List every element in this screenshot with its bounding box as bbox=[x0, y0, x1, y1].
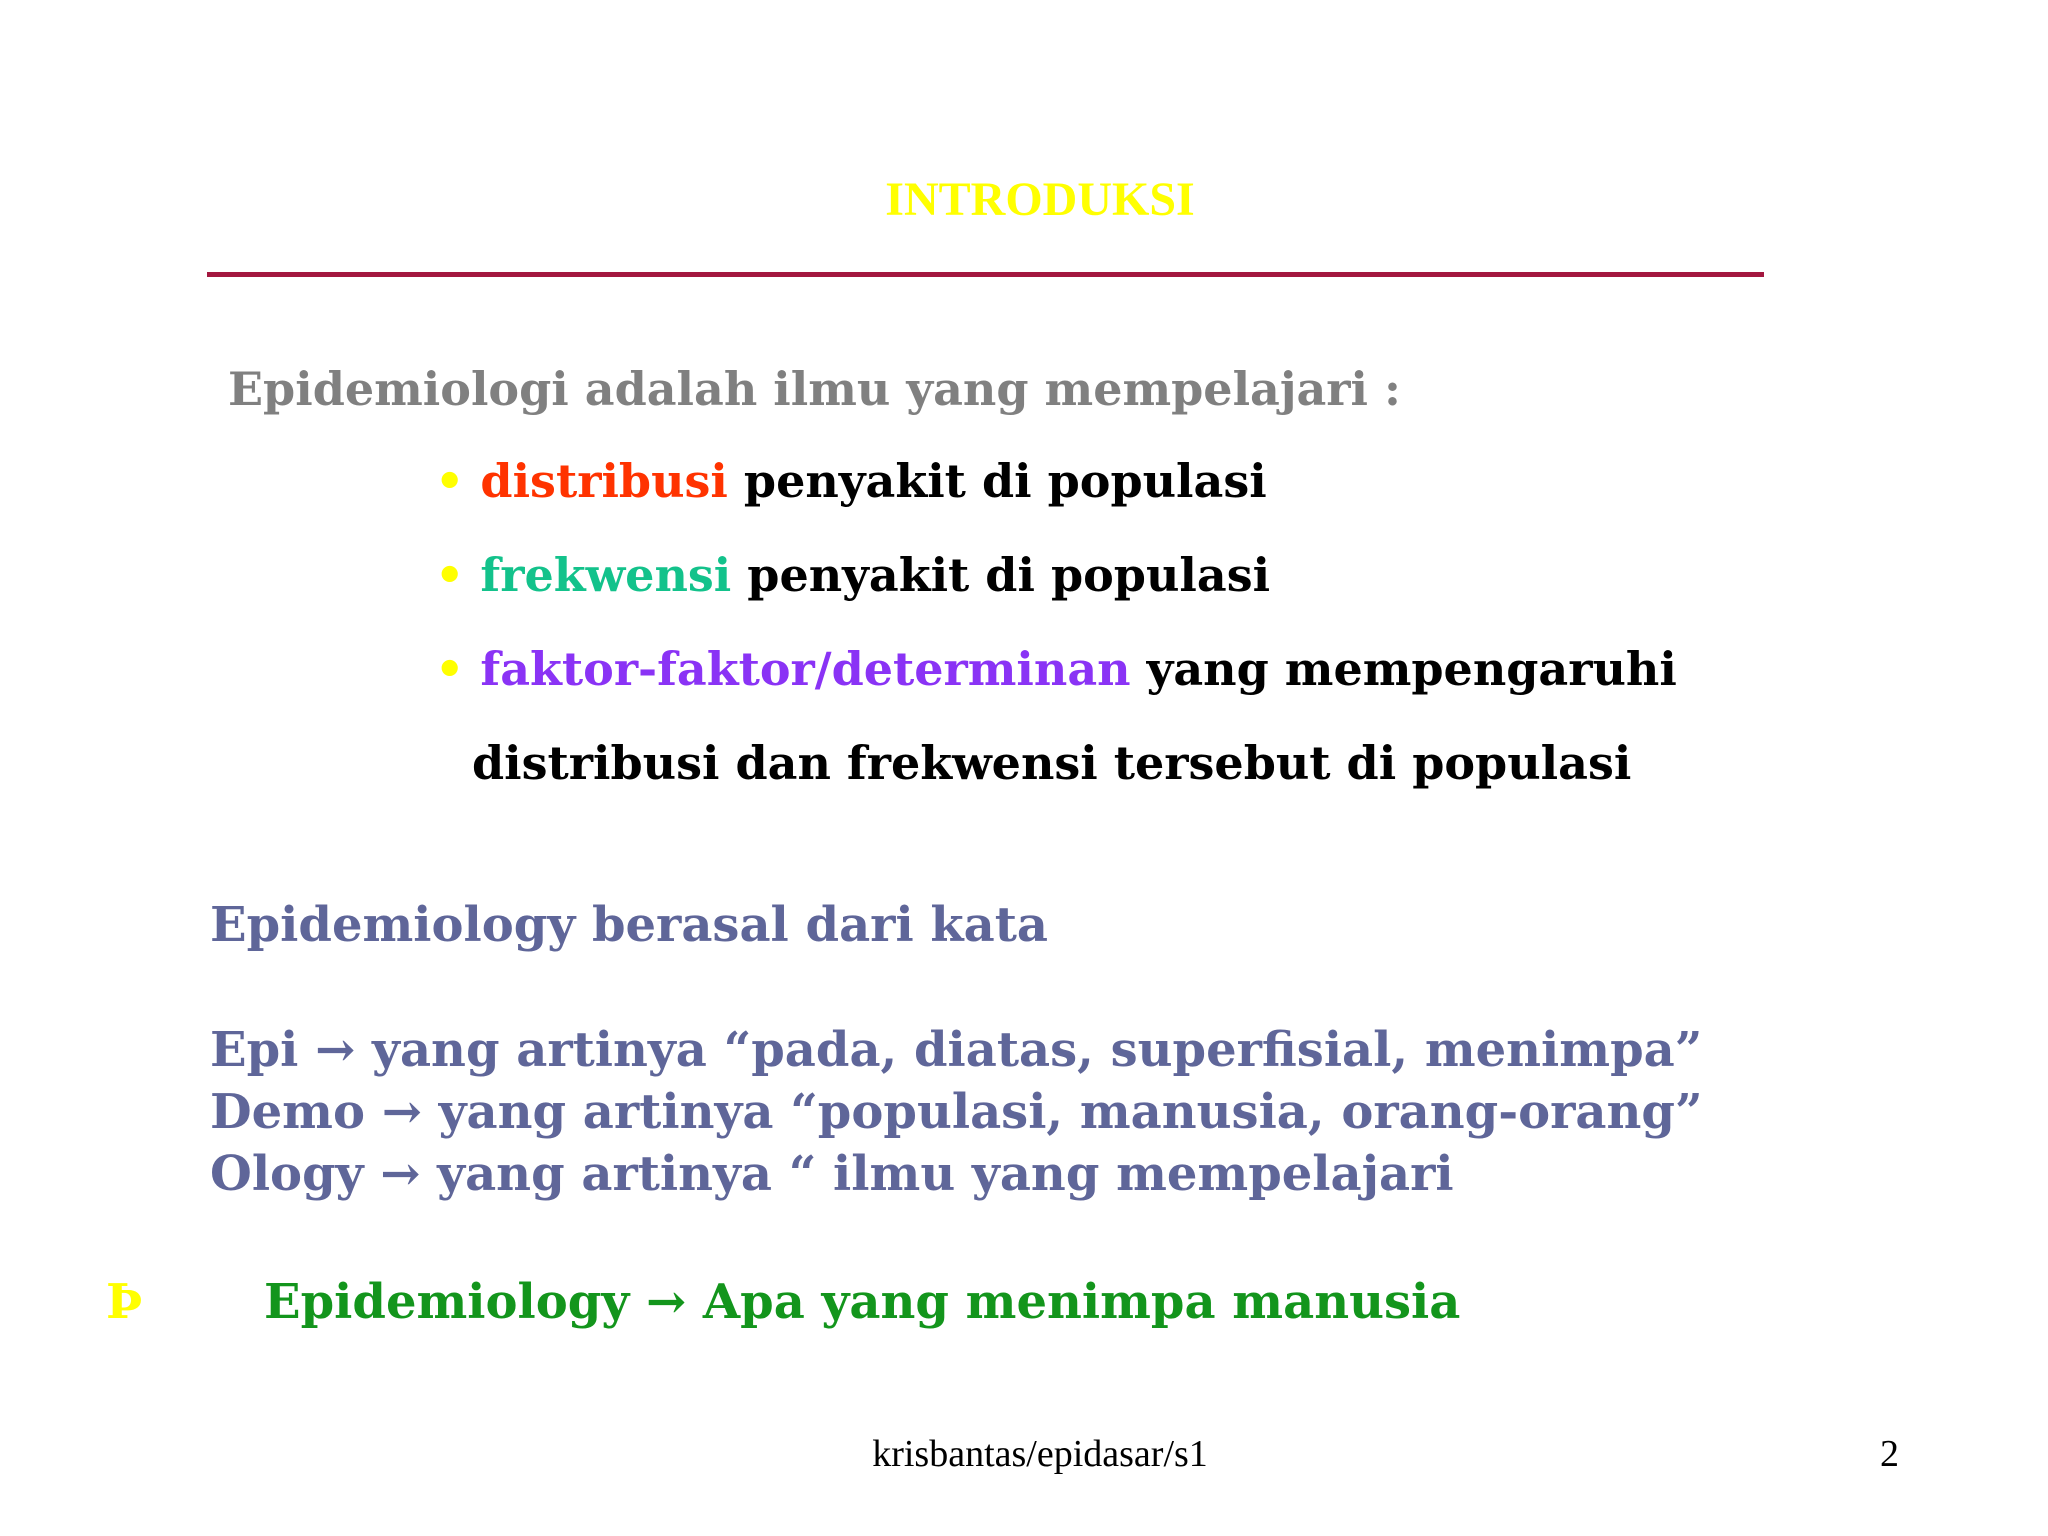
etymology-word: Epi bbox=[210, 1022, 299, 1078]
bullet-continuation: distribusi dan frekwensi tersebut di populasi bbox=[472, 736, 1632, 790]
etymology-line-epi bbox=[210, 1022, 1702, 1078]
arrow-icon: → bbox=[380, 1146, 421, 1202]
etymology-meaning: yang artinya “ ilmu yang mempelajari bbox=[437, 1146, 1454, 1202]
bullet-dot: • bbox=[435, 642, 465, 696]
bullet-dot: • bbox=[435, 548, 465, 602]
etymology-line-demo bbox=[210, 1084, 1703, 1140]
origin-heading: Epidemiology berasal dari kata bbox=[210, 897, 1049, 953]
arrow-icon: → bbox=[315, 1022, 356, 1078]
bullet-rest: yang mempengaruhi bbox=[1146, 642, 1677, 696]
bullet-item-distribusi bbox=[435, 454, 1267, 508]
arrow-icon: → bbox=[645, 1274, 687, 1330]
bullet-item-frekwensi bbox=[435, 548, 1270, 602]
intro-text: Epidemiologi adalah ilmu yang mempelajari : bbox=[228, 362, 1401, 416]
etymology-line-ology bbox=[210, 1146, 1454, 1202]
slide-title: INTRODUKSI bbox=[885, 173, 1195, 226]
title-divider bbox=[207, 272, 1764, 277]
bullet-term: distribusi bbox=[480, 454, 728, 508]
conclusion-marker: Þ bbox=[106, 1274, 143, 1330]
footer-text: krisbantas/epidasar/s1 bbox=[872, 1433, 1208, 1475]
etymology-meaning: yang artinya “populasi, manusia, orang-orang” bbox=[438, 1084, 1703, 1140]
etymology-meaning: yang artinya “pada, diatas, superfisial, menimpa” bbox=[372, 1022, 1703, 1078]
bullet-rest: penyakit di populasi bbox=[743, 454, 1267, 508]
bullet-term: faktor-faktor/determinan bbox=[480, 642, 1131, 696]
arrow-icon: → bbox=[381, 1084, 422, 1140]
bullet-item-faktor bbox=[435, 642, 1677, 696]
conclusion-word: Epidemiology bbox=[264, 1274, 630, 1330]
etymology-word: Ology bbox=[210, 1146, 364, 1202]
conclusion-meaning: Apa yang menimpa manusia bbox=[702, 1274, 1461, 1330]
bullet-dot: • bbox=[435, 454, 465, 508]
etymology-word: Demo bbox=[210, 1084, 365, 1140]
bullet-rest: penyakit di populasi bbox=[747, 548, 1271, 602]
conclusion-line bbox=[264, 1274, 1460, 1330]
page-number: 2 bbox=[1880, 1433, 1899, 1475]
bullet-term: frekwensi bbox=[480, 548, 732, 602]
